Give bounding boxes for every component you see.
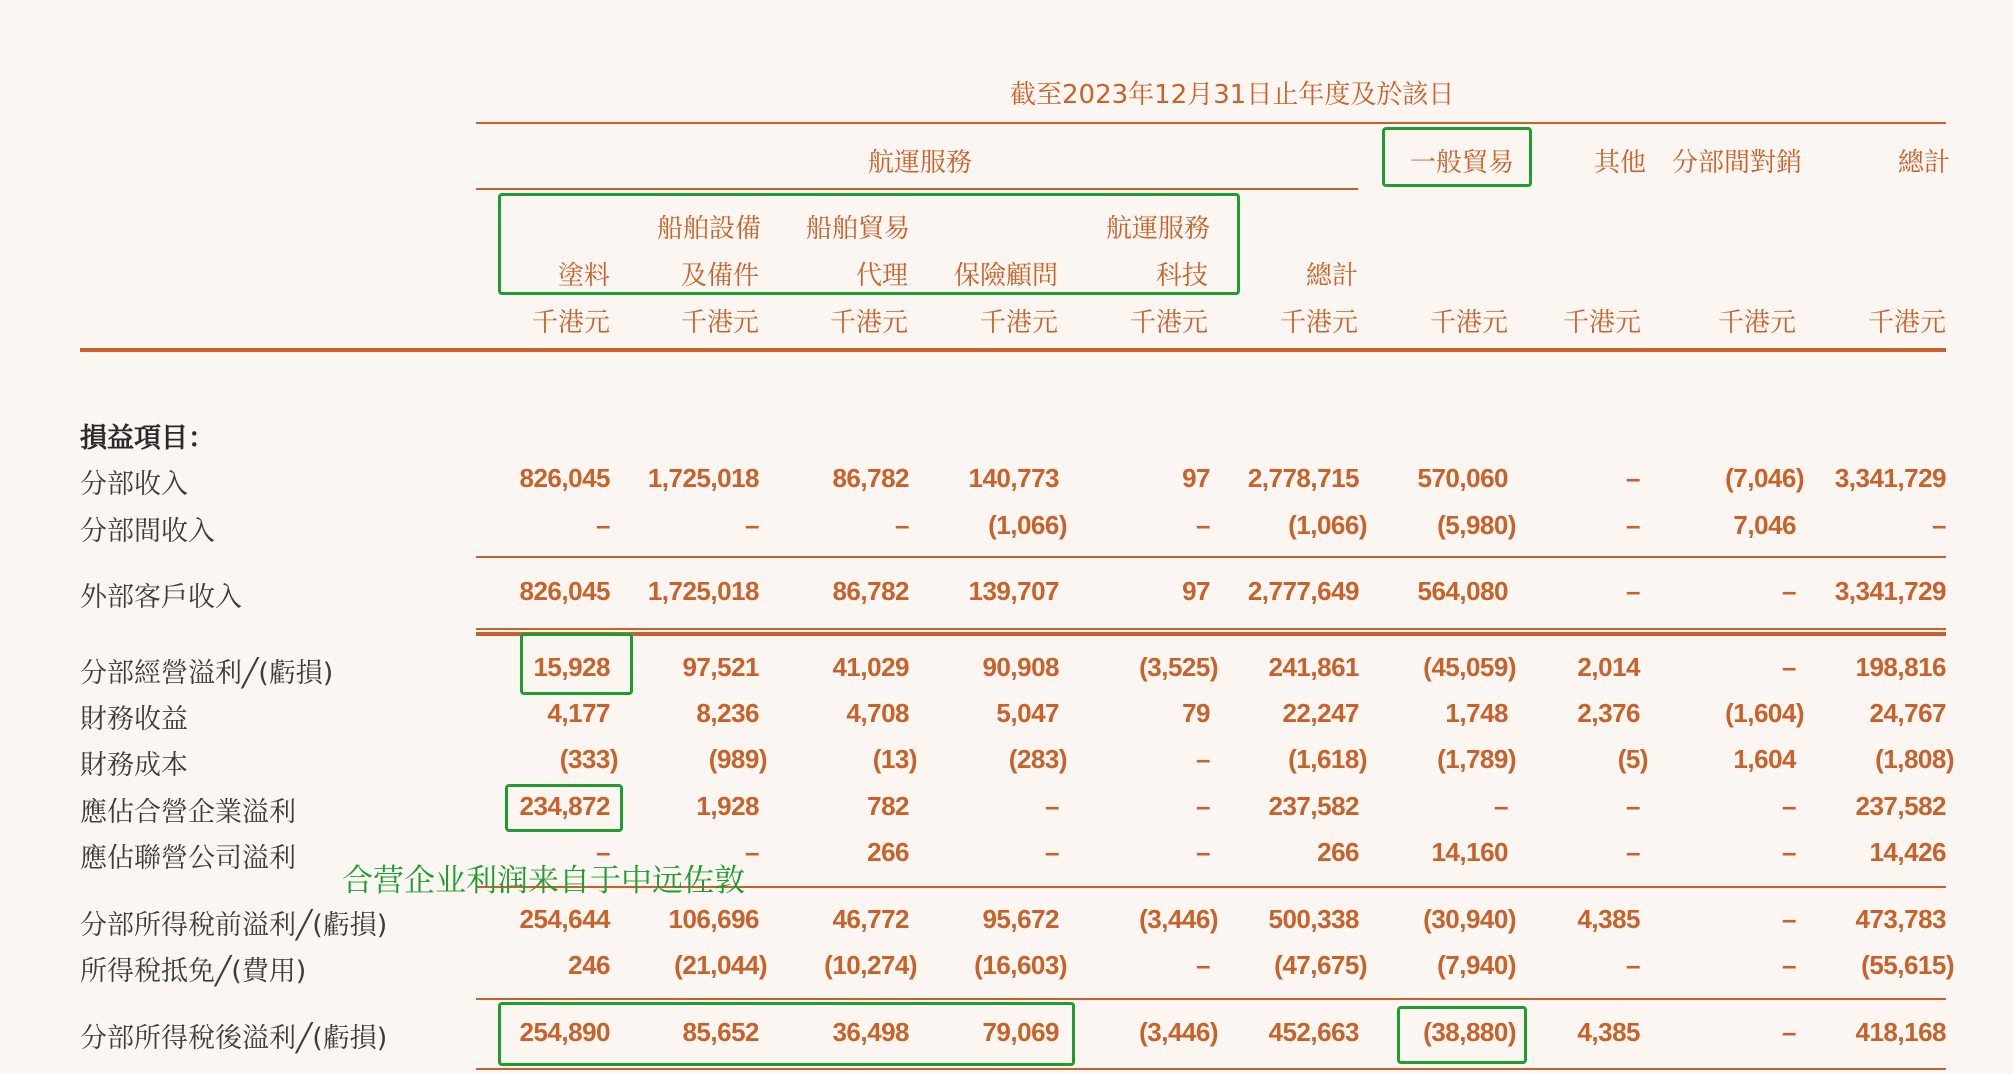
cell-value: – xyxy=(1196,791,1210,821)
cell-value: (5,980) xyxy=(1437,510,1516,540)
unit-label: 千港元 xyxy=(680,308,759,338)
cell-value: 1,725,018 xyxy=(647,463,759,493)
cell-value: 97,521 xyxy=(682,652,759,682)
cell-value: (1,066) xyxy=(988,510,1067,540)
section-title: 損益項目： xyxy=(80,423,215,454)
cell-value: 4,177 xyxy=(547,698,610,728)
row-label: 分部收入 xyxy=(80,469,188,500)
unit-label: 千港元 xyxy=(1867,308,1946,338)
cell-value: 79,069 xyxy=(982,1017,1059,1047)
cell-value: (21,044) xyxy=(674,950,767,980)
cell-value: 2,376 xyxy=(1577,698,1640,728)
cell-value: 15,928 xyxy=(533,652,610,682)
cell-value: – xyxy=(895,510,909,540)
cell-value: – xyxy=(1626,576,1640,606)
cell-value: 266 xyxy=(867,837,909,867)
row-label: 分部間收入 xyxy=(80,516,215,547)
subtotal-rule-3 xyxy=(476,998,1946,1000)
cell-value: 106,696 xyxy=(668,904,759,934)
row-label: 分部所得稅後溢利╱(虧損) xyxy=(80,1023,388,1054)
cell-value: 3,341,729 xyxy=(1834,463,1946,493)
cell-value: – xyxy=(1626,463,1640,493)
highlight-op-profit-box xyxy=(520,633,633,695)
cell-value: (55,615) xyxy=(1861,950,1954,980)
cell-value: – xyxy=(1782,904,1796,934)
cell-value: – xyxy=(1932,510,1946,540)
cell-value: 79 xyxy=(1182,698,1210,728)
bottom-rule xyxy=(476,1068,1946,1070)
cell-value: (3,525) xyxy=(1139,652,1218,682)
row-label: 財務收益 xyxy=(80,704,188,735)
cell-value: 564,080 xyxy=(1417,576,1508,606)
cell-value: – xyxy=(1782,1017,1796,1047)
unit-label: 千港元 xyxy=(1279,308,1358,338)
cell-value: (47,675) xyxy=(1274,950,1367,980)
cell-value: 826,045 xyxy=(519,576,610,606)
unit-label: 千港元 xyxy=(1429,308,1508,338)
unit-label: 千港元 xyxy=(829,308,908,338)
highlight-trading-after-tax-box xyxy=(1397,1006,1527,1064)
cell-value: 500,338 xyxy=(1268,904,1359,934)
subtotal-rule xyxy=(476,556,1946,558)
cell-value: – xyxy=(1782,576,1796,606)
highlight-trading-box xyxy=(1382,127,1532,187)
cell-value: 452,663 xyxy=(1268,1017,1359,1047)
group-trading: 一般貿易 xyxy=(1410,148,1515,178)
cell-value: – xyxy=(1196,950,1210,980)
cell-value: 254,644 xyxy=(519,904,610,934)
cell-value: 3,341,729 xyxy=(1834,576,1946,606)
row-label: 分部經營溢利╱(虧損) xyxy=(80,658,334,689)
unit-label: 千港元 xyxy=(531,308,610,338)
cell-value: (16,603) xyxy=(974,950,1067,980)
period-title: 截至2023年12月31日止年度及於該日 xyxy=(1010,80,1455,110)
unit-label: 千港元 xyxy=(979,308,1058,338)
cell-value: 1,748 xyxy=(1445,698,1508,728)
cell-value: – xyxy=(1494,791,1508,821)
row-label: 應佔合營企業溢利 xyxy=(80,797,296,828)
cell-value: 241,861 xyxy=(1268,652,1359,682)
cell-value: – xyxy=(1196,837,1210,867)
cell-value: – xyxy=(1782,791,1796,821)
highlight-after-tax-box xyxy=(498,1002,1075,1066)
cell-value: 570,060 xyxy=(1417,463,1508,493)
cell-value: – xyxy=(745,837,759,867)
cell-value: (38,880) xyxy=(1423,1017,1516,1047)
cell-value: (989) xyxy=(708,744,767,774)
cell-value: (10,274) xyxy=(824,950,917,980)
cell-value: 1,604 xyxy=(1733,744,1796,774)
cell-value: – xyxy=(1045,791,1059,821)
cell-value: 254,890 xyxy=(519,1017,610,1047)
cell-value: – xyxy=(596,837,610,867)
cell-value: 90,908 xyxy=(982,652,1059,682)
cell-value: 85,652 xyxy=(682,1017,759,1047)
cell-value: 2,777,649 xyxy=(1247,576,1359,606)
double-rule-bottom xyxy=(476,632,1946,636)
annotation-note: 合营企业利润来自于中远佐敦 xyxy=(342,863,745,899)
header-rule-top xyxy=(476,122,1946,124)
cell-value: 97 xyxy=(1182,576,1210,606)
cell-value: (1,789) xyxy=(1437,744,1516,774)
cell-value: (333) xyxy=(559,744,618,774)
cell-value: 237,582 xyxy=(1855,791,1946,821)
subcol-line1: 船舶設備 xyxy=(656,214,761,244)
shipping-group-rule xyxy=(476,188,1358,190)
double-rule-top xyxy=(476,628,1946,630)
row-label: 財務成本 xyxy=(80,750,188,781)
cell-value: 418,168 xyxy=(1855,1017,1946,1047)
cell-value: (30,940) xyxy=(1423,904,1516,934)
cell-value: 198,816 xyxy=(1855,652,1946,682)
cell-value: 246 xyxy=(568,950,610,980)
cell-value: (7,940) xyxy=(1437,950,1516,980)
cell-value: 95,672 xyxy=(982,904,1059,934)
cell-value: (3,446) xyxy=(1139,1017,1218,1047)
cell-value: 22,247 xyxy=(1282,698,1359,728)
unit-label: 千港元 xyxy=(1562,308,1641,338)
cell-value: 237,582 xyxy=(1268,791,1359,821)
cell-value: 4,385 xyxy=(1577,1017,1640,1047)
cell-value: (7,046) xyxy=(1725,463,1804,493)
cell-value: 1,725,018 xyxy=(647,576,759,606)
cell-value: 266 xyxy=(1317,837,1359,867)
cell-value: – xyxy=(1782,950,1796,980)
row-label: 分部所得稅前溢利╱(虧損) xyxy=(80,910,388,941)
cell-value: 234,872 xyxy=(519,791,610,821)
cell-value: (13) xyxy=(872,744,917,774)
cell-value: (1,066) xyxy=(1288,510,1367,540)
highlight-subcolumns-box xyxy=(498,193,1240,295)
unit-label: 千港元 xyxy=(1717,308,1796,338)
cell-value: – xyxy=(1626,510,1640,540)
group-elim: 分部間對銷 xyxy=(1672,148,1803,178)
subcol-line2: 代理 xyxy=(855,261,908,291)
cell-value: 826,045 xyxy=(519,463,610,493)
cell-value: – xyxy=(1626,791,1640,821)
cell-value: – xyxy=(1045,837,1059,867)
cell-value: 2,014 xyxy=(1577,652,1640,682)
cell-value: – xyxy=(596,510,610,540)
subcol-line1: 航運服務 xyxy=(1105,214,1210,244)
row-label: 所得稅抵免╱(費用) xyxy=(80,956,307,987)
cell-value: (45,059) xyxy=(1423,652,1516,682)
cell-value: 36,498 xyxy=(832,1017,909,1047)
cell-value: (1,808) xyxy=(1875,744,1954,774)
cell-value: – xyxy=(1782,652,1796,682)
subcol-line2: 塗料 xyxy=(557,261,610,291)
subcol-line2: 總計 xyxy=(1305,261,1358,291)
row-label: 應佔聯營公司溢利 xyxy=(80,843,296,874)
cell-value: 140,773 xyxy=(968,463,1059,493)
group-shipping: 航運服務 xyxy=(868,148,973,178)
cell-value: – xyxy=(1196,510,1210,540)
cell-value: – xyxy=(1782,837,1796,867)
cell-value: 24,767 xyxy=(1869,698,1946,728)
group-total: 總計 xyxy=(1898,148,1951,178)
cell-value: (3,446) xyxy=(1139,904,1218,934)
cell-value: – xyxy=(745,510,759,540)
cell-value: – xyxy=(1626,950,1640,980)
cell-value: 473,783 xyxy=(1855,904,1946,934)
cell-value: 4,385 xyxy=(1577,904,1640,934)
cell-value: 86,782 xyxy=(832,576,909,606)
cell-value: (5) xyxy=(1617,744,1648,774)
cell-value: 41,029 xyxy=(832,652,909,682)
group-others: 其他 xyxy=(1594,148,1647,178)
cell-value: (1,618) xyxy=(1288,744,1367,774)
cell-value: 2,778,715 xyxy=(1247,463,1359,493)
unit-label: 千港元 xyxy=(1129,308,1208,338)
cell-value: (1,604) xyxy=(1725,698,1804,728)
cell-value: 86,782 xyxy=(832,463,909,493)
cell-value: 14,426 xyxy=(1869,837,1946,867)
cell-value: 46,772 xyxy=(832,904,909,934)
highlight-jv-profit-box xyxy=(505,784,623,832)
cell-value: 139,707 xyxy=(968,576,1059,606)
cell-value: – xyxy=(1196,744,1210,774)
subcol-line2: 保險顧問 xyxy=(953,261,1058,291)
cell-value: – xyxy=(1626,837,1640,867)
cell-value: 8,236 xyxy=(696,698,759,728)
cell-value: 97 xyxy=(1182,463,1210,493)
cell-value: 4,708 xyxy=(846,698,909,728)
cell-value: 7,046 xyxy=(1733,510,1796,540)
subcol-line1: 船舶貿易 xyxy=(805,214,910,244)
cell-value: 14,160 xyxy=(1431,837,1508,867)
subcol-line2: 及備件 xyxy=(680,261,759,291)
cell-value: 782 xyxy=(867,791,909,821)
cell-value: (283) xyxy=(1008,744,1067,774)
row-label: 外部客戶收入 xyxy=(80,582,242,613)
cell-value: 5,047 xyxy=(996,698,1059,728)
header-rule-bottom xyxy=(80,348,1946,352)
subcol-line2: 科技 xyxy=(1155,261,1208,291)
cell-value: 1,928 xyxy=(696,791,759,821)
